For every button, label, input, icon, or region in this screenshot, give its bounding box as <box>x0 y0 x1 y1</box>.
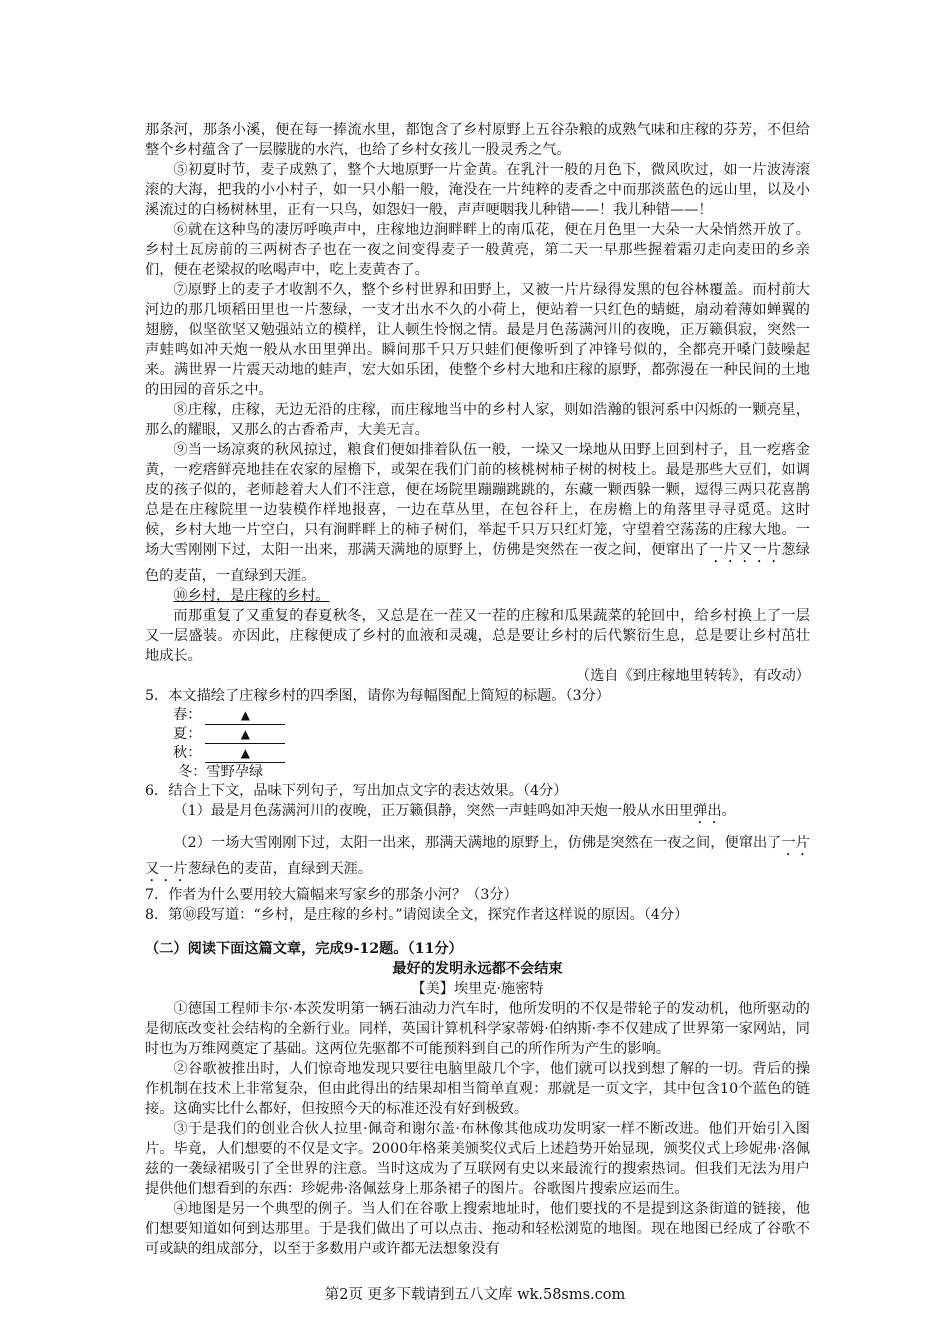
article-para-4: ④地图是另一个典型的例子。当人们在谷歌上搜索地址时，他们要找的不是提到这条街道的链接，他们想要知道如何到达那里。于是我们做出了可以点击、拖动和轻松浏览的地图。现在地图已经成了谷歌不可或缺的组成部分，以至于多数用户或许都无法想象没有 <box>145 1201 810 1257</box>
page-content <box>145 120 810 1259</box>
passage-para-10 <box>145 586 810 606</box>
q6-1-text-c: 。 <box>721 803 736 819</box>
spring-label: 春： <box>173 707 202 723</box>
para9-text-c: 葱绿色的麦苗，一直绿到天涯。 <box>145 542 810 584</box>
winter-label: 冬： <box>178 764 207 780</box>
question-5: 5．本文描绘了庄稼乡村的四季图，请你为每幅图配上简短的标题。（3分） <box>145 688 610 704</box>
summer-blank[interactable] <box>205 725 285 744</box>
passage-para-8: ⑧庄稼，庄稼，无边无沿的庄稼，而庄稼地当中的乡村人家，则如浩瀚的银河系中闪烁的一颗亮星，那么的耀眼，又那么的古香希声，大美无言。 <box>145 402 810 438</box>
q6-2-text-a: （2）一场大雪刚刚下过，太阳一出来，那满天满地的原野上，仿佛是突然在一夜之间，便窜出了 <box>173 835 782 851</box>
question-6-2 <box>145 833 810 885</box>
answer-autumn <box>173 744 810 763</box>
spring-blank[interactable] <box>205 706 285 725</box>
summer-label: 夏： <box>173 726 202 742</box>
article-title: 最好的发明永远都不会结束 <box>392 961 563 977</box>
passage-para-5: ⑤初夏时节，麦子成熟了，整个大地原野一片金黄。在乳汁一般的月色下，微风吹过，如一片波涛滚滚的大海，把我的小小村子，如一只小船一般，淹没在一片纯粹的麦香之中而那淡蓝色的远山里，以及小溪流过的白杨树林里，正有一只鸟，如怨妇一般，声声哽咽我儿种错——！我儿种错——！ <box>145 162 810 218</box>
q6-1-dotted: 弹出 <box>693 803 722 819</box>
q6-1-text-a: （1）最是月色荡满河川的夜晚，正万籁俱静，突然一声蛙鸣如冲天炮一般从水田里 <box>173 803 694 819</box>
question-6-1 <box>145 801 810 827</box>
page-footer: 第2页 更多下载请到五八文库 wk.58sms.com <box>324 1287 626 1303</box>
passage-para-final: 而那重复了又重复的春夏秋冬，又总是在一茬又一茬的庄稼和瓜果蔬菜的轮回中，给乡村换上了一层又一层盛装。亦因此，庄稼便成了乡村的血液和灵魂，总是要让乡村的后代繁衍生息，总是要让乡村茁壮地成长。 <box>145 608 810 664</box>
question-8: 8．第⑩段写道：“乡村，是庄稼的乡村。”请阅读全文，探究作者这样说的原因。（4分） <box>145 907 689 923</box>
para10-underlined: ⑩乡村，是庄稼的乡村。 <box>173 588 330 604</box>
autumn-label: 秋： <box>173 745 202 761</box>
answer-winter <box>178 763 810 781</box>
q6-2-text-c: 葱绿色的麦苗，直绿到天涯。 <box>187 861 373 877</box>
article-author: 【美】埃里克·施密特 <box>411 981 544 997</box>
para7-text-a: ⑦原野上的麦子才收割不久，整个乡村世界和田野上，又被一片片绿得发黑的包谷林覆盖。而村前大河边的那几顷稻田里也一片葱绿，一支才出水不久的小荷上，便站着一只红色的蜻蜓，扇动着薄如蝉翼的翅膀，似坚欲坚又勉强站立的模样，让人顿生怜悯之情。 <box>145 282 810 338</box>
passage-para-6: ⑥就在这种鸟的凄厉呼唤声中，庄稼地边涧畔畔上的南瓜花，便在月色里一大朵一大朵悄然开放了。乡村土瓦房前的三两树杏子也在一夜之间变得麦子一般黄亮，第二天一早那些握着霜刃走向麦田的乡亲们，便在老梁叔的吆喝声中，吃上麦黄杏了。 <box>145 222 810 278</box>
passage-para-continued: 那条河，那条小溪，便在每一捧流水里，都饱含了乡村原野上五谷杂粮的成熟气味和庄稼的芬芳，不但给整个乡村蕴含了一层朦胧的水汽，也给了乡村女孩儿一股灵秀之气。 <box>145 122 810 158</box>
question-6: 6．结合上下文，品味下列句子，写出加点文字的表达效果。（4分） <box>145 783 568 799</box>
triangle-icon: ▲ <box>240 708 250 722</box>
passage-source: （选自《到庄稼地里转转》，有改动） <box>575 668 810 684</box>
autumn-blank[interactable] <box>205 744 285 763</box>
article-para-1: ①德国工程师卡尔·本茨发明第一辆石油动力汽车时，他所发明的不仅是带轮子的发动机，他所驱动的是彻底改变社会结构的全新行业。同样，英国计算机科学家蒂姆·伯纳斯·李不仅建成了世界第一家网站，同时也为万维网奠定了基础。这两位先驱都不可能预料到自己的所作所为产生的影响。 <box>145 1001 810 1057</box>
para9-text-a: ⑨当一场凉爽的秋风掠过，粮食们便如排着队伍一般，一垛又一垛地从田野上回到村子，且一疙瘩金黄，一疙瘩鲜亮地挂在农家的屋檐下，或架在我们门前的核桃树柿子树的树枝上。最是那些大豆们，如调皮的孩子似的，老师趁着大人们不注意，便在场院里蹦蹦跳跳的，东藏一颗西躲一颗，逗得三两只花喜鹊总是在庄稼院里一边装模作样地报喜，一边在草丛里，在包谷秆上，在房檐上的角落里寻寻觅觅。这时候，乡村大地一片空白，只有涧畔畔上的柿子树们，举起千只万只红灯笼，守望着空荡荡的庄稼大地。一场大雪刚刚下过，太阳一出来，那满天满地的原野上，仿佛是突然在一夜之间，便窜出了 <box>145 442 810 558</box>
article-para-2: ②谷歌被推出时，人们惊奇地发现只要往电脑里敲几个字，他们就可以找到想了解的一切。背后的操作机制在技术上非常复杂，但由此得出的结果却相当简单直观：那就是一页文字，其中包含10个蓝色的链接。这确实比什么都好，但按照今天的标准还没有好到极致。 <box>145 1061 810 1117</box>
triangle-icon: ▲ <box>240 727 250 741</box>
para9-dotted-text: 一片又一片 <box>709 542 782 558</box>
passage-para-9 <box>145 440 810 586</box>
question-7: 7．作者为什么要用较大篇幅来写家乡的那条小河？（3分） <box>145 887 518 903</box>
answer-spring <box>173 706 810 725</box>
q6-2-dotted: 一片又一片 <box>145 835 810 877</box>
triangle-icon: ▲ <box>240 746 250 760</box>
para7-text-c: 。瞬间那千只万只蛙们便像听到了冲锋号似的，全都亮开嗓门鼓噪起来。满世界一片震天动地的蛙声，宏大如乐团，使整个乡村大地和庄稼的原野，都弥漫在一种民间的土地的田园的音乐之中。 <box>145 342 810 398</box>
passage-para-7 <box>145 280 810 400</box>
winter-answer: 雪野孕绿 <box>206 764 264 780</box>
section-2-heading: （二）阅读下面这篇文章，完成9-12题。（11分） <box>145 941 463 957</box>
answer-summer <box>173 725 810 744</box>
para7-text-b: 最是月色荡满河川的夜晚，正万籁俱寂，突然一声蛙鸣如冲天炮一般从水田里弹出 <box>145 322 810 358</box>
article-para-3: ③于是我们的创业合伙人拉里·佩奇和谢尔盖·布林像其他成功发明家一样不断改进。他们开始引入图片。毕竟，人们想要的不仅是文字。2000年格莱美颁奖仪式后上述趋势开始显现，颁奖仪式上珍妮弗·洛佩兹的一袭绿裙吸引了全世界的注意。当时这成为了互联网有史以来最流行的搜索热词。但我们无法为用户提供他们想看到的东西：珍妮弗·洛佩兹身上那条裙子的图片。谷歌图片搜索应运而生。 <box>145 1121 810 1197</box>
